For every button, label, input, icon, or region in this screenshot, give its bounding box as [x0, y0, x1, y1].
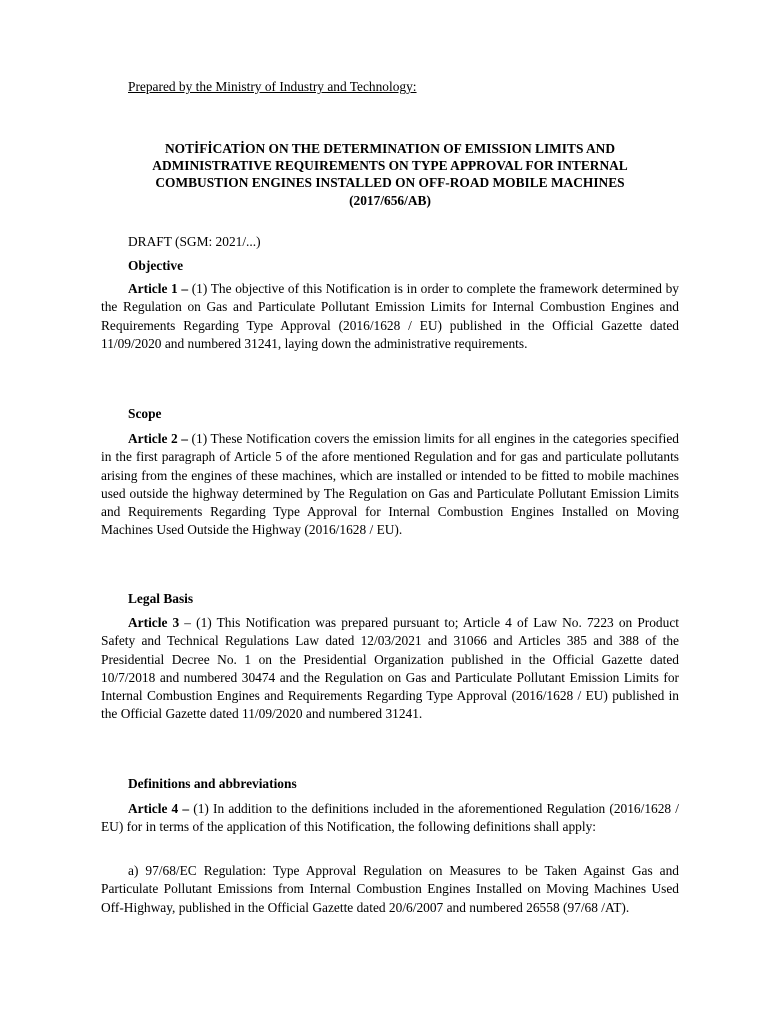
- article-4-label: Article 4 –: [128, 801, 190, 816]
- article-1-label: Article 1 –: [128, 281, 189, 296]
- article-3-paragraph: [101, 614, 679, 724]
- article-4-paragraph: [101, 800, 679, 837]
- definitions-heading: Definitions and abbreviations: [128, 776, 297, 791]
- article-2-label: Article 2 –: [128, 431, 188, 446]
- document-title: [100, 140, 680, 209]
- title-line-2: ADMINISTRATIVE REQUIREMENTS ON TYPE APPROVAL FOR INTERNAL: [152, 158, 628, 174]
- article-4-text: (1) In addition to the definitions included in the aforementioned Regulation (2016/1628 / EU) for in terms of the application of this Notification, the following definitions shall apply:: [101, 801, 679, 835]
- article-3-label: Article 3: [128, 615, 180, 630]
- scope-heading: Scope: [128, 406, 162, 421]
- article-1-text: (1) The objective of this Notification is in order to complete the framework determined by the Regulation on Gas and Particulate Pollutant Emission Limits for Internal Combustion Engines and Requirements Regarding Type Approval (2016/1628 / EU) published in the Official Gazette dated 11/09/2020 and numbered 31241, laying down the administrative requirements.: [101, 281, 679, 351]
- prepared-by-line: Prepared by the Ministry of Industry and Technology:: [128, 79, 417, 94]
- title-line-1: NOTİFİCATİON ON THE DETERMINATION OF EMISSION LIMITS AND: [164, 141, 616, 156]
- article-1-paragraph: [101, 280, 679, 353]
- definition-item-a: a) 97/68/EC Regulation: Type Approval Regulation on Measures to be Taken Against Gas and Particulate Pollutant Emissions from Internal Combustion Engines Installed on Moving Machines Used Off-Highway, published in the Official Gazette dated 20/6/2007 and numbered 26558 (97/68 /AT).: [101, 863, 679, 915]
- title-line-4: (2017/656/AB): [349, 192, 431, 208]
- article-2-text: (1) These Notification covers the emission limits for all engines in the categories specified in the first paragraph of Article 5 of the afore mentioned Regulation and for gas and particulate pollutants arising from the engines of these machines, which are installed or intended to be fitted to mobile machines used outside the highway determined by The Regulation on Gas and Particulate Pollutant Emission Limits and Requirements Regarding Type Approval for Internal Combustion Engines Installed on Moving Machines Used Outside the Highway (2016/1628 / EU).: [101, 431, 679, 538]
- objective-heading: Objective: [128, 258, 184, 273]
- article-2-paragraph: [101, 430, 679, 540]
- title-line-3: COMBUSTION ENGINES INSTALLED ON OFF-ROAD MOBILE MACHINES: [155, 175, 625, 191]
- article-3-text: – (1) This Notification was prepared pursuant to; Article 4 of Law No. 7223 on Product Safety and Technical Regulations Law dated 12/03/2021 and 31066 and Articles 385 and 388 of the Presidential Decree No. 1 on the Presidential Organization published in the Official Gazette dated 10/7/2018 and numbered 30474 and the Regulation on Gas and Particulate Pollutant Emission Limits for Internal Combustion Engines and Requirements Regarding Type Approval (2016/1628 / EU) published in the Official Gazette dated 11/09/2020 and numbered 31241.: [101, 615, 679, 722]
- draft-label: DRAFT (SGM: 2021/...): [128, 234, 261, 249]
- legal-basis-heading: Legal Basis: [128, 591, 194, 606]
